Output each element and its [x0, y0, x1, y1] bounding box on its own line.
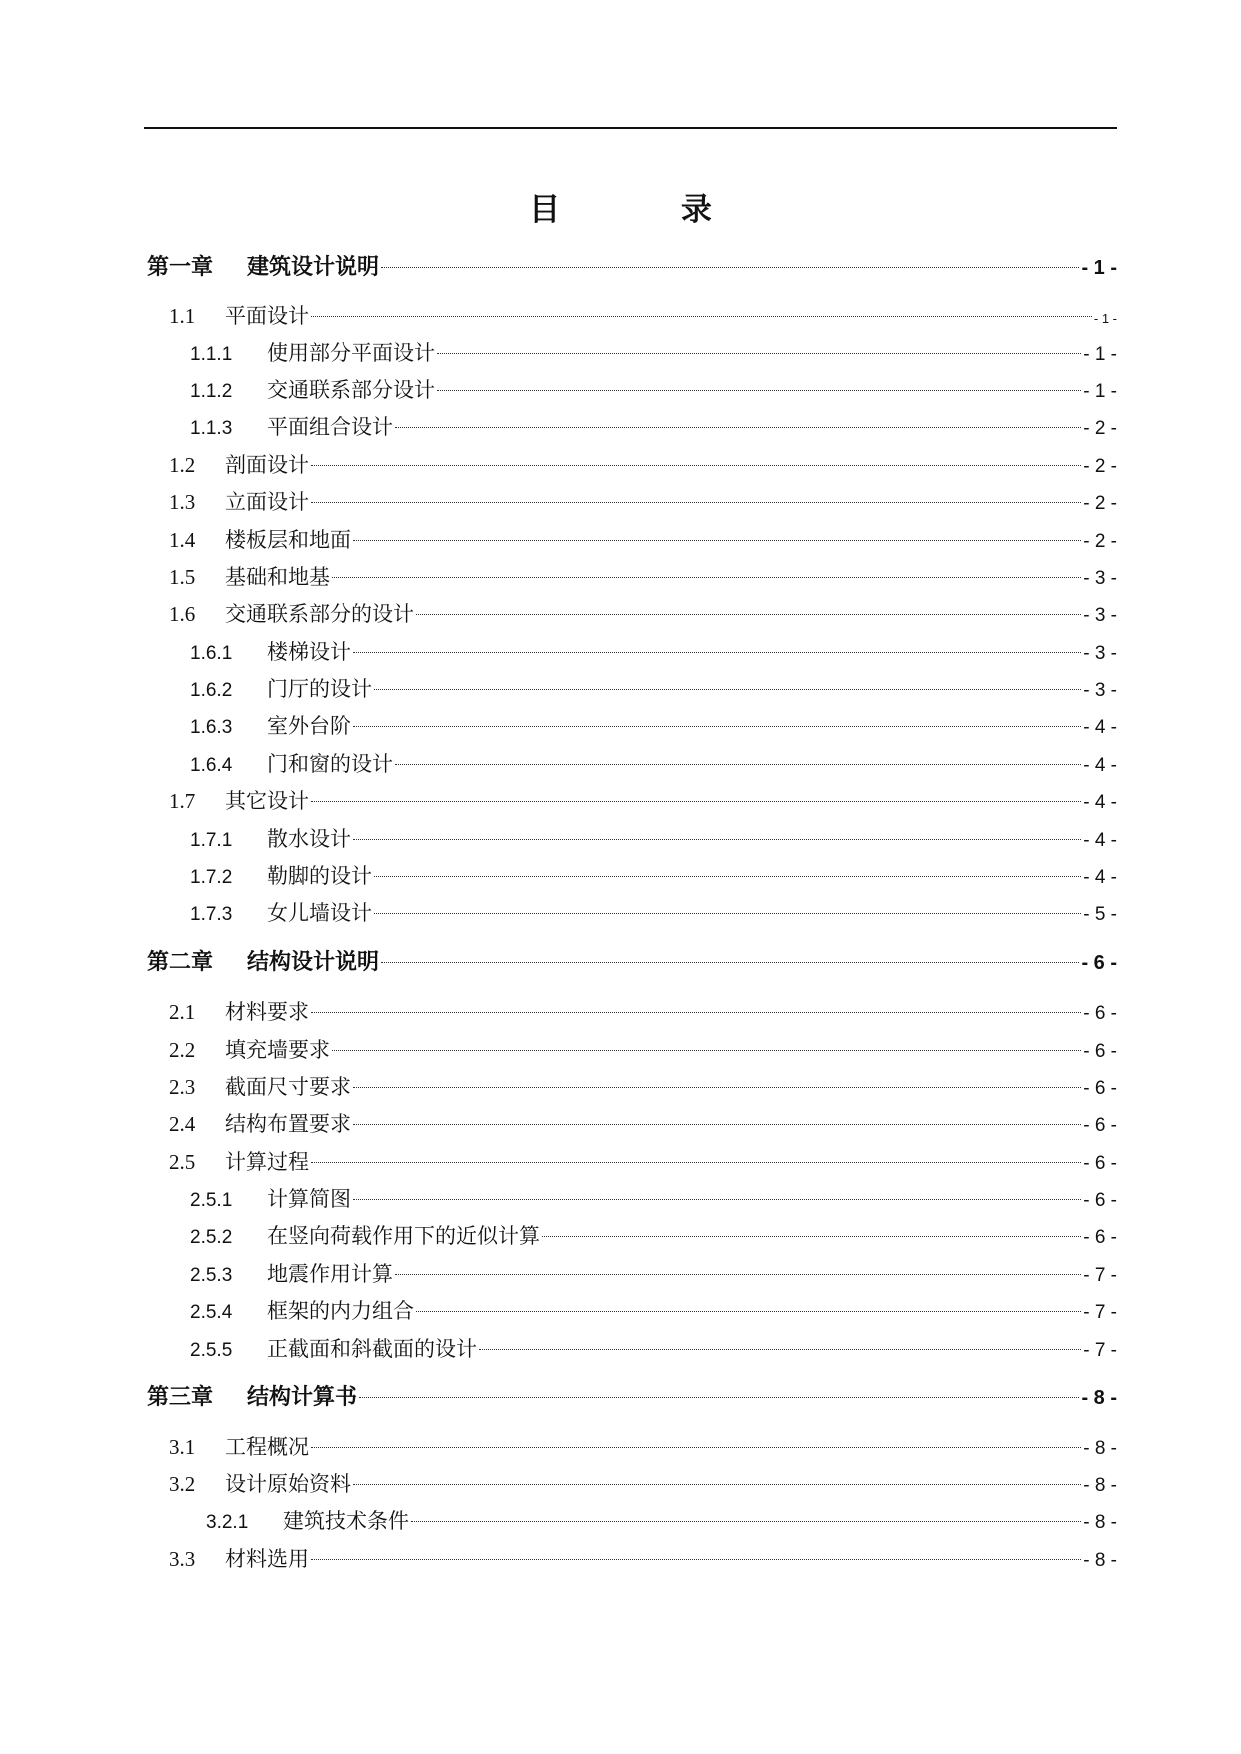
- toc-entry-page: - 4 -: [1083, 867, 1117, 888]
- toc-entry-number: 1.4: [169, 528, 196, 552]
- toc-entry-page: - 1 -: [1083, 381, 1117, 402]
- toc-entry-label: 计算简图: [267, 1187, 351, 1211]
- toc-entry-label: 工程概况: [225, 1435, 309, 1459]
- toc-entry-label: 基础和地基: [225, 565, 330, 589]
- toc-entry-label: 女儿墙设计: [267, 901, 372, 925]
- toc-entry-number: 2.3: [169, 1075, 196, 1099]
- toc-entry-page: - 1 -: [1093, 311, 1117, 326]
- toc-entry-number: 1.7.1: [190, 830, 233, 851]
- toc-entry-number: 1.1.3: [190, 418, 233, 439]
- toc-entry-page: - 4 -: [1083, 717, 1117, 738]
- toc-entry-number: 2.5.5: [190, 1340, 233, 1361]
- toc-leader-dots: [311, 1162, 1081, 1163]
- toc-entry[interactable]: [190, 898, 1117, 928]
- toc-entry[interactable]: [169, 1072, 1117, 1102]
- toc-entry-number: 第三章: [147, 1385, 214, 1410]
- toc-entry-label: 框架的内力组合: [267, 1299, 414, 1323]
- toc-entry-number: 3.1: [169, 1435, 196, 1459]
- toc-entry[interactable]: [190, 1296, 1117, 1326]
- toc-entry-page: - 3 -: [1083, 680, 1117, 701]
- toc-entry-page: - 2 -: [1083, 418, 1117, 439]
- toc-entry-number: 2.5.4: [190, 1302, 233, 1323]
- toc-leader-dots: [437, 353, 1081, 354]
- toc-leader-dots: [395, 764, 1081, 765]
- toc-leader-dots: [437, 390, 1081, 391]
- toc-leader-dots: [332, 1050, 1081, 1051]
- toc-entry[interactable]: [190, 749, 1117, 779]
- toc-entry-number: 第一章: [147, 255, 214, 280]
- toc-leader-dots: [395, 1274, 1081, 1275]
- toc-entry-number: 2.2: [169, 1038, 196, 1062]
- toc-leader-dots: [353, 540, 1081, 541]
- toc-entry-number: 第二章: [147, 950, 214, 975]
- toc-entry-label: 交通联系部分设计: [267, 378, 435, 402]
- toc-entry-page: - 6 -: [1083, 1003, 1117, 1024]
- toc-entry-page: - 3 -: [1083, 605, 1117, 626]
- toc-entry[interactable]: [169, 997, 1117, 1027]
- toc-entry-number: 3.2: [169, 1472, 196, 1496]
- toc-entry-label: 平面设计: [225, 304, 309, 328]
- toc-entry[interactable]: [169, 1035, 1117, 1065]
- toc-entry-page: - 2 -: [1083, 531, 1117, 552]
- toc-leader-dots: [353, 726, 1081, 727]
- toc-entry-page: - 6 -: [1081, 952, 1117, 974]
- toc-entry[interactable]: [169, 599, 1117, 629]
- toc-entry[interactable]: [169, 525, 1117, 555]
- toc-entry-label: 楼梯设计: [267, 640, 351, 664]
- toc-entry-page: - 7 -: [1083, 1302, 1117, 1323]
- toc-entry-label: 剖面设计: [225, 453, 309, 477]
- toc-entry-page: - 6 -: [1083, 1227, 1117, 1248]
- toc-entry-label: 楼板层和地面: [225, 528, 351, 552]
- toc-entry-label: 勒脚的设计: [267, 864, 372, 888]
- toc-entry-label: 门和窗的设计: [267, 752, 393, 776]
- toc-entry[interactable]: [169, 1432, 1117, 1462]
- toc-entry-label: 立面设计: [225, 490, 309, 514]
- toc-entry[interactable]: [147, 948, 1117, 978]
- toc-leader-dots: [311, 801, 1081, 802]
- toc-entry[interactable]: [169, 1469, 1117, 1499]
- toc-entry-page: - 4 -: [1083, 830, 1117, 851]
- toc-leader-dots: [381, 962, 1079, 963]
- toc-leader-dots: [479, 1349, 1081, 1350]
- toc-leader-dots: [311, 1012, 1081, 1013]
- toc-entry-page: - 6 -: [1083, 1115, 1117, 1136]
- toc-entry-label: 在竖向荷载作用下的近似计算: [267, 1224, 540, 1248]
- toc-entry-label: 门厅的设计: [267, 677, 372, 701]
- toc-entry-number: 1.6.2: [190, 680, 233, 701]
- toc-entry[interactable]: [190, 412, 1117, 442]
- toc-entry-page: - 8 -: [1083, 1475, 1117, 1496]
- toc-entry-number: 2.5.3: [190, 1265, 233, 1286]
- toc-entry[interactable]: [169, 1147, 1117, 1177]
- toc-entry-label: 正截面和斜截面的设计: [267, 1337, 477, 1361]
- toc-title: 目 录: [529, 192, 767, 228]
- toc-entry-label: 计算过程: [225, 1150, 309, 1174]
- toc-leader-dots: [311, 316, 1092, 317]
- toc-entry-label: 其它设计: [225, 789, 309, 813]
- toc-entry-page: - 1 -: [1083, 344, 1117, 365]
- toc-leader-dots: [353, 1199, 1081, 1200]
- toc-entry[interactable]: [169, 1544, 1117, 1574]
- toc-entry-label: 散水设计: [267, 827, 351, 851]
- toc-entry[interactable]: [190, 1334, 1117, 1364]
- toc-entry[interactable]: [190, 674, 1117, 704]
- toc-entry-number: 1.1: [169, 304, 196, 328]
- toc-entry[interactable]: [169, 450, 1117, 480]
- toc-entry[interactable]: [147, 1383, 1117, 1413]
- toc-entry-label: 填充墙要求: [225, 1038, 330, 1062]
- toc-leader-dots: [353, 1484, 1081, 1485]
- toc-leader-dots: [311, 465, 1081, 466]
- toc-leader-dots: [332, 577, 1081, 578]
- toc-entry-number: 2.1: [169, 1000, 196, 1024]
- toc-entry-page: - 8 -: [1083, 1512, 1117, 1533]
- toc-entry-number: 3.2.1: [206, 1512, 249, 1533]
- toc-entry-label: 结构计算书: [247, 1385, 358, 1410]
- toc-entry-label: 室外台阶: [267, 714, 351, 738]
- toc-leader-dots: [353, 1087, 1081, 1088]
- toc-entry-number: 1.6.1: [190, 643, 233, 664]
- toc-entry-page: - 4 -: [1083, 755, 1117, 776]
- toc-leader-dots: [353, 839, 1081, 840]
- toc-entry-page: - 4 -: [1083, 792, 1117, 813]
- toc-leader-dots: [353, 1124, 1081, 1125]
- toc-entry-page: - 7 -: [1083, 1340, 1117, 1361]
- toc-entry[interactable]: [169, 786, 1117, 816]
- toc-entry[interactable]: [190, 338, 1117, 368]
- toc-leader-dots: [374, 876, 1081, 877]
- toc-entry-number: 1.6.4: [190, 755, 233, 776]
- toc-entry-label: 设计原始资料: [225, 1472, 351, 1496]
- toc-entry-number: 2.5: [169, 1150, 196, 1174]
- toc-entry-number: 3.3: [169, 1547, 196, 1571]
- toc-entry-label: 结构设计说明: [247, 950, 380, 975]
- toc-entry-number: 2.5.1: [190, 1190, 233, 1211]
- toc-leader-dots: [311, 1447, 1081, 1448]
- toc-entry[interactable]: [190, 711, 1117, 741]
- toc-entry-page: - 8 -: [1083, 1438, 1117, 1459]
- toc-entry-number: 1.6.3: [190, 717, 233, 738]
- toc-entry-number: 2.4: [169, 1112, 196, 1136]
- toc-entry[interactable]: [147, 253, 1117, 283]
- toc-leader-dots: [416, 614, 1081, 615]
- toc-entry-page: - 5 -: [1083, 904, 1117, 925]
- toc-entry-page: - 2 -: [1083, 493, 1117, 514]
- toc-entry-number: 1.7.2: [190, 867, 233, 888]
- toc-leader-dots: [395, 427, 1081, 428]
- toc-entry-page: - 7 -: [1083, 1265, 1117, 1286]
- toc-entry-number: 1.3: [169, 490, 196, 514]
- toc-entry-label: 材料选用: [225, 1547, 309, 1571]
- toc-entry-page: - 6 -: [1083, 1190, 1117, 1211]
- toc-leader-dots: [311, 1559, 1081, 1560]
- toc-entry-number: 1.7: [169, 789, 196, 813]
- toc-entry[interactable]: [190, 824, 1117, 854]
- toc-leader-dots: [374, 913, 1081, 914]
- toc-entry[interactable]: [169, 1109, 1117, 1139]
- toc-entry-page: - 1 -: [1081, 257, 1117, 279]
- toc-entry-label: 使用部分平面设计: [267, 341, 435, 365]
- toc-entry-label: 截面尺寸要求: [225, 1075, 351, 1099]
- toc-entry-label: 交通联系部分的设计: [225, 602, 414, 626]
- toc-entry-label: 平面组合设计: [267, 415, 393, 439]
- toc-leader-dots: [411, 1521, 1081, 1522]
- toc-entry-number: 1.1.2: [190, 381, 233, 402]
- toc-entry-label: 建筑设计说明: [247, 255, 380, 280]
- toc-entry-label: 材料要求: [225, 1000, 309, 1024]
- toc-entry-page: - 6 -: [1083, 1041, 1117, 1062]
- toc-entry[interactable]: [169, 487, 1117, 517]
- toc-entry-number: 1.5: [169, 565, 196, 589]
- toc-entry[interactable]: [169, 301, 1117, 331]
- toc-entry-number: 1.2: [169, 453, 196, 477]
- toc-leader-dots: [359, 1397, 1079, 1398]
- toc-entry[interactable]: [206, 1506, 1117, 1536]
- toc-leader-dots: [311, 502, 1081, 503]
- toc-entry-page: - 6 -: [1083, 1153, 1117, 1174]
- toc-leader-dots: [353, 652, 1081, 653]
- toc-entry[interactable]: [190, 1259, 1117, 1289]
- toc-leader-dots: [542, 1236, 1081, 1237]
- toc-entry-page: - 3 -: [1083, 568, 1117, 589]
- toc-entry-page: - 2 -: [1083, 456, 1117, 477]
- toc-leader-dots: [381, 267, 1079, 268]
- toc-entry-label: 建筑技术条件: [283, 1509, 409, 1533]
- toc-entry-number: 1.1.1: [190, 344, 233, 365]
- toc-entry-page: - 8 -: [1083, 1550, 1117, 1571]
- toc-entry-page: - 6 -: [1083, 1078, 1117, 1099]
- toc-entry-label: 地震作用计算: [267, 1262, 393, 1286]
- toc-leader-dots: [374, 689, 1081, 690]
- toc-entry-number: 1.6: [169, 602, 196, 626]
- toc-entry[interactable]: [190, 1184, 1117, 1214]
- toc-entry[interactable]: [169, 562, 1117, 592]
- toc-entry-number: 2.5.2: [190, 1227, 233, 1248]
- toc-leader-dots: [416, 1311, 1081, 1312]
- toc-entry[interactable]: [190, 861, 1117, 891]
- toc-entry[interactable]: [190, 375, 1117, 405]
- toc-entry-page: - 3 -: [1083, 643, 1117, 664]
- toc-entry-label: 结构布置要求: [225, 1112, 351, 1136]
- toc-entry[interactable]: [190, 1221, 1117, 1251]
- toc-entry[interactable]: [190, 637, 1117, 667]
- toc-entry-page: - 8 -: [1081, 1387, 1117, 1409]
- toc-entry-number: 1.7.3: [190, 904, 233, 925]
